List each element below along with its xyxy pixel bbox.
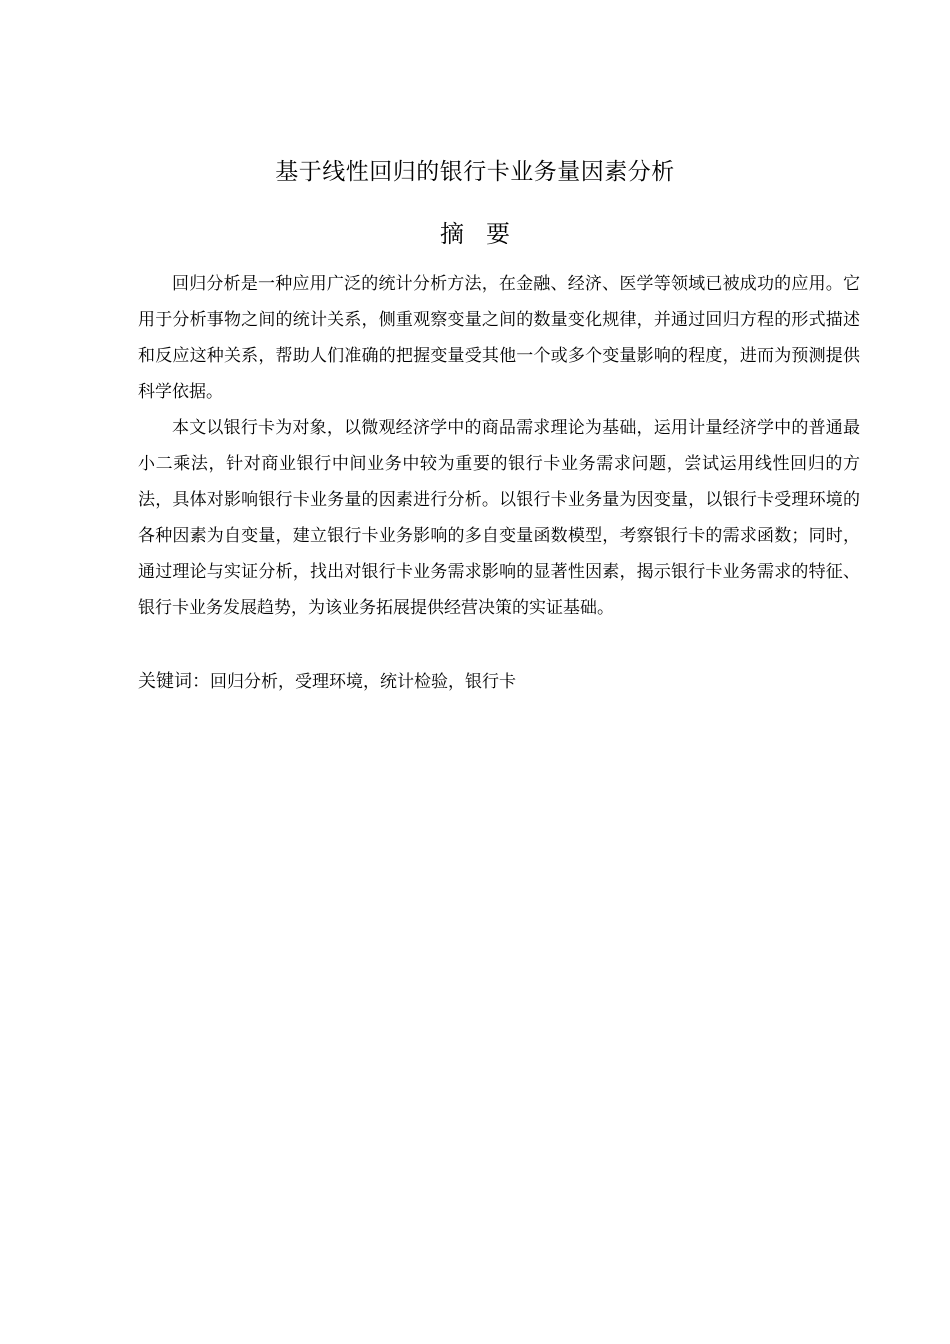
abstract-paragraph: 本文以银行卡为对象，以微观经济学中的商品需求理论为基础，运用计量经济学中的普通最小二乘法，针对商业银行中间业务中较为重要的银行卡业务需求问题，尝试运用线性回归的方法，具体对影响银行卡业务量的因素进行分析。以银行卡业务量为因变量，以银行卡受理环境的各种因素为自变量，建立银行卡业务影响的多自变量函数模型，考察银行卡的需求函数；同时，通过理论与实证分析，找出对银行卡业务需求影响的显著性因素，揭示银行卡业务需求的特征、银行卡业务发展趋势，为该业务拓展提供经营决策的实证基础。	[138, 418, 860, 618]
paper-title: 基于线性回归的银行卡业务量因素分析	[275, 159, 675, 185]
keywords-text: 回归分析，受理环境，统计检验，银行卡	[210, 672, 516, 692]
keywords-label: 关键词：	[138, 671, 210, 692]
abstract-body	[138, 266, 860, 626]
abstract-paragraph: 回归分析是一种应用广泛的统计分析方法，在金融、经济、医学等领域已被成功的应用。它用于分析事物之间的统计关系，侧重观察变量之间的数量变化规律，并通过回归方程的形式描述和反应这种关系，帮助人们准确的把握变量受其他一个或多个变量影响的程度，进而为预测提供科学依据。	[138, 274, 860, 402]
abstract-heading: 摘要	[440, 220, 532, 248]
keywords-line	[138, 664, 860, 700]
